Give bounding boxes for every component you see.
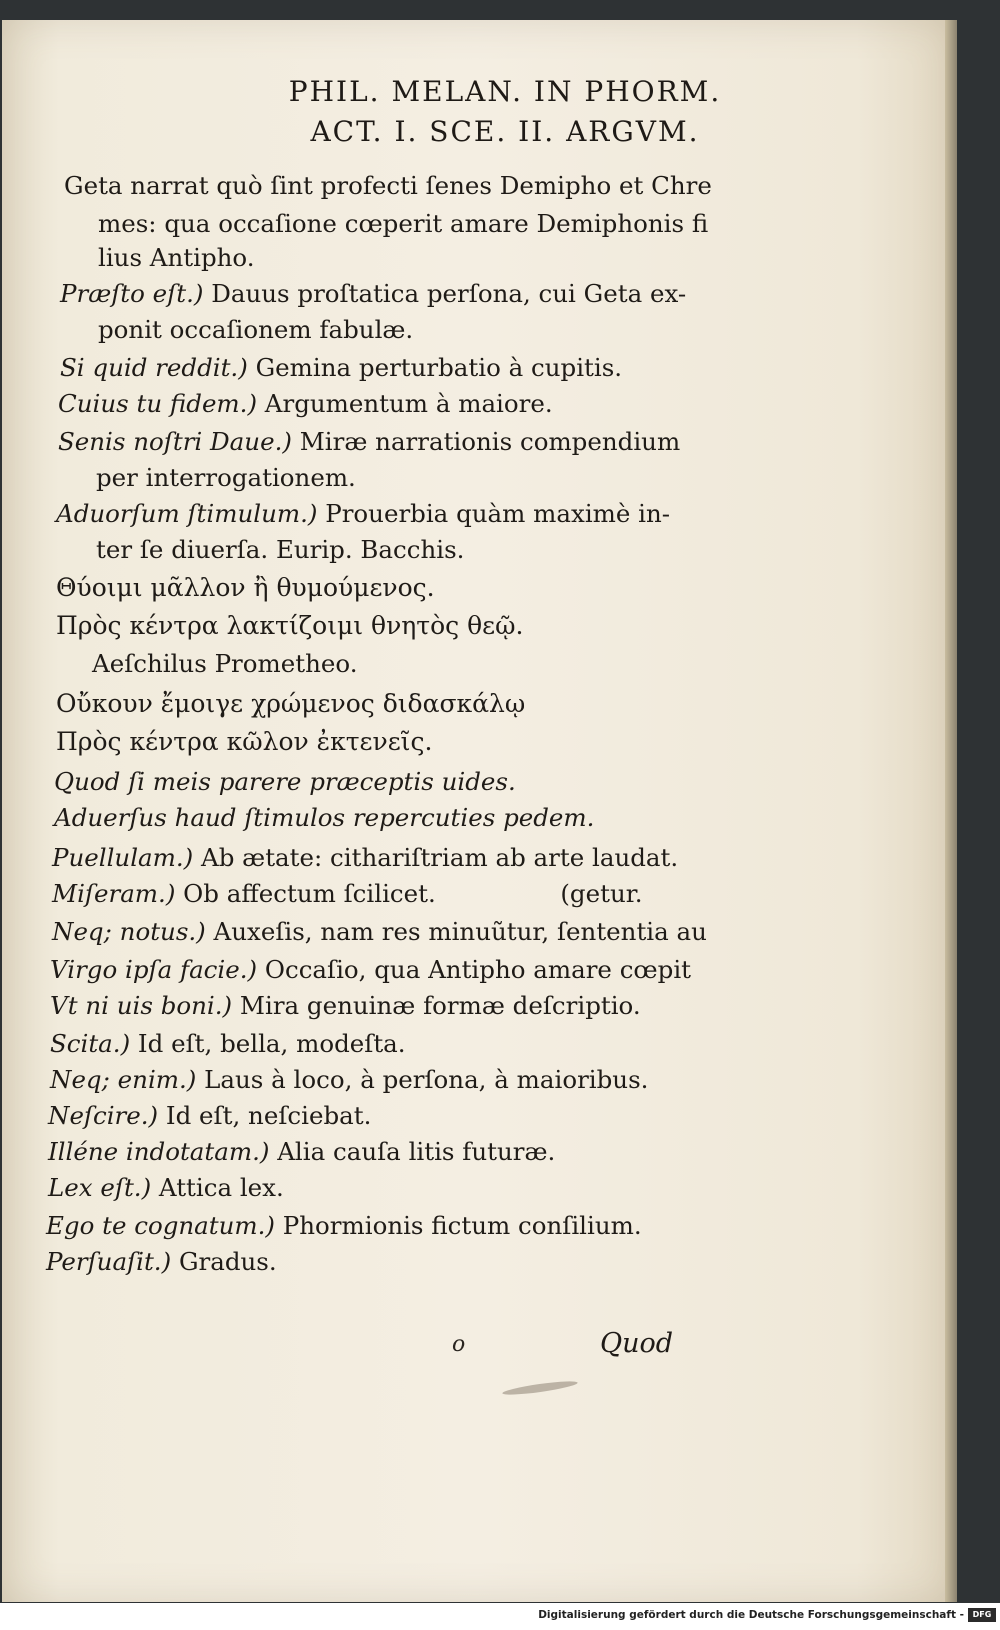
text-line: Aduerſus haud ſtimulos repercuties pedem. bbox=[54, 803, 595, 832]
text-line: Neq; enim.) Laus à loco, à perſona, à maioribus. bbox=[50, 1065, 649, 1094]
text-line: mes: qua occaſione cœperit amare Demiphonis fi bbox=[98, 209, 709, 238]
text-line: Virgo ipſa facie.) Occaſio, qua Antipho amare cœpit bbox=[50, 955, 692, 984]
text-line: Si quid reddit.) Gemina perturbatio à cupitis. bbox=[60, 353, 623, 382]
text-line: ter ſe diuerſa. Eurip. Bacchis. bbox=[96, 535, 465, 564]
section-heading: ACT. I. SCE. II. ARGVM. bbox=[310, 115, 700, 148]
text-line: Aduorſum ſtimulum.) Prouerbia quàm maximè in- bbox=[56, 499, 671, 528]
page-edge bbox=[945, 20, 957, 1602]
text-line: Senis noſtri Daue.) Miræ narrationis compendium bbox=[58, 427, 681, 456]
text-line: Cuius tu fidem.) Argumentum à maiore. bbox=[58, 389, 553, 418]
text-line: lius Antipho. bbox=[98, 243, 255, 272]
text-line: Neq; notus.) Auxeſis, nam res minuũtur, ſententia au bbox=[52, 917, 707, 946]
dfg-logo: DFG bbox=[968, 1608, 996, 1622]
text-line: Quod ſi meis parere præceptis uides. bbox=[54, 767, 516, 796]
greek-line: Πρὸς κέντρα λακτίζοιμι θνητὸς θεῷ. bbox=[56, 611, 524, 640]
text-line: Præſto eſt.) Dauus proſtatica perſona, cui Geta ex- bbox=[60, 279, 687, 308]
greek-line: Θύοιμι μᾶλλον ἢ θυμούμενος. bbox=[56, 573, 435, 602]
text-line: per interrogationem. bbox=[96, 463, 356, 492]
catchword: Quod bbox=[600, 1328, 674, 1359]
text-line: Lex eſt.) Attica lex. bbox=[48, 1173, 284, 1202]
text-line: Illéne indotatam.) Alia cauſa litis futuræ. bbox=[48, 1137, 556, 1166]
funding-notice: Digitalisierung gefördert durch die Deutsche Forschungsgemeinschaft - bbox=[538, 1609, 964, 1621]
greek-line: Πρὸς κέντρα κῶλον ἐκτενεῖς. bbox=[56, 727, 433, 756]
signature-mark: o bbox=[452, 1332, 466, 1357]
text-line: Puellulam.) Ab ætate: cithariſtriam ab arte laudat. bbox=[52, 843, 679, 872]
greek-line: Οὔκουν ἔμοιγε χρώμενος διδασκάλῳ bbox=[56, 689, 526, 718]
text-line: Aeſchilus Prometheo. bbox=[92, 649, 358, 678]
running-header: PHIL. MELAN. IN PHORM. bbox=[288, 75, 722, 108]
text-line: ponit occaſionem fabulæ. bbox=[98, 315, 414, 344]
text-line: Ego te cognatum.) Phormionis fictum conſilium. bbox=[46, 1211, 642, 1240]
text-line: Vt ni uis boni.) Mira genuinæ formæ deſcriptio. bbox=[50, 991, 641, 1020]
text-line: Perſuaſit.) Gradus. bbox=[46, 1247, 277, 1276]
text-line: Miſeram.) Ob affectum ſcilicet. (getur. bbox=[52, 879, 643, 908]
text-line: Neſcire.) Id eſt, neſciebat. bbox=[48, 1101, 372, 1130]
text-line: Scita.) Id eſt, bella, modeſta. bbox=[50, 1029, 406, 1058]
footer-bar bbox=[0, 1603, 1000, 1630]
text-line: Geta narrat quò ſint profecti ſenes Demipho et Chre bbox=[64, 171, 712, 200]
